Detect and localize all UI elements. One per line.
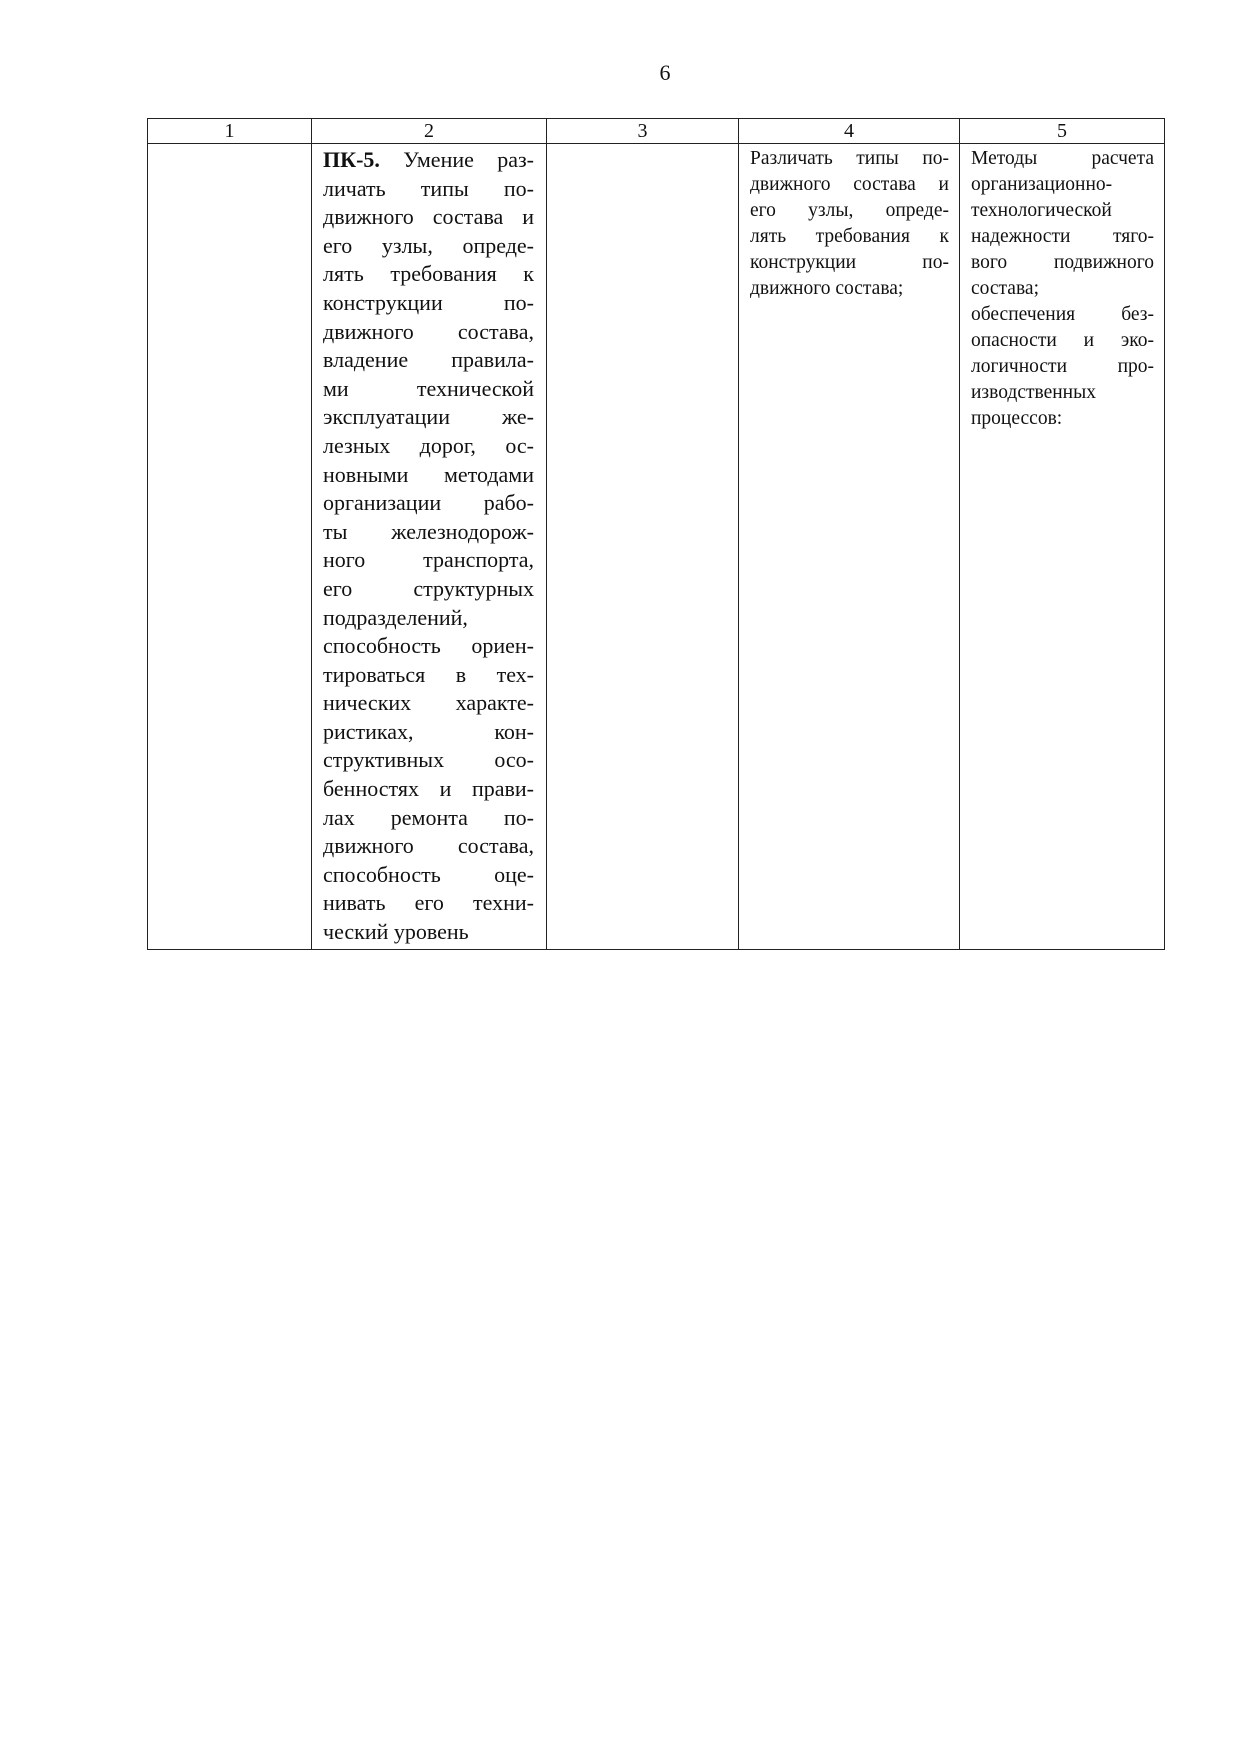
cell-col3 (547, 144, 739, 950)
competency-table (147, 118, 1165, 950)
cell-knowledge-line: вого подвижного (971, 252, 1154, 273)
cell-knowledge-line: обеспечения без- (971, 304, 1154, 325)
cell-col1 (148, 144, 312, 950)
cell-knowledge-line: надежности тяго- (971, 226, 1154, 247)
cell-competency-line: новными методами (323, 461, 534, 487)
cell-competency-line: движного состава, (323, 318, 534, 344)
cell-competency-line: движного состава и (323, 204, 534, 230)
cell-competency-line: владение правила- (323, 347, 534, 373)
cell-knowledge-line: состава; (971, 278, 1039, 299)
cell-competency-line: нических характе- (323, 690, 534, 716)
cell-skills-line: его узлы, опреде- (750, 200, 949, 221)
cell-competency-line: личать типы по- (323, 175, 534, 201)
cell-competency-line: ческий уровень (323, 919, 469, 945)
cell-skills-line: лять требования к (750, 226, 949, 247)
cell-competency (312, 144, 547, 950)
cell-competency-line: лезных дорог, ос- (323, 432, 534, 458)
cell-competency-line: способность оце- (323, 861, 534, 887)
cell-skills (739, 144, 960, 950)
cell-competency-line: тироваться в тех- (323, 661, 534, 687)
cell-knowledge-line: организационно- (971, 174, 1113, 195)
cell-competency-line: его узлы, опреде- (323, 232, 534, 258)
competency-text: Умение раз- (379, 147, 534, 172)
cell-competency-line: ристиках, кон- (323, 718, 534, 744)
cell-knowledge-line: технологической (971, 200, 1112, 221)
header-row (148, 119, 1165, 144)
cell-competency-line: подразделений, (323, 604, 468, 630)
cell-competency-line: его структурных (323, 575, 534, 601)
cell-competency-line: движного состава, (323, 833, 534, 859)
cell-competency-line: нивать его техни- (323, 890, 534, 916)
cell-competency-line: бенностях и прави- (323, 776, 534, 802)
cell-competency-line: лять требования к (323, 261, 534, 287)
cell-knowledge-line: изводственных (971, 382, 1096, 403)
cell-skills-line: движного состава и (750, 174, 949, 195)
cell-skills-line: Различать типы по- (750, 148, 949, 169)
cell-competency-line: эксплуатации же- (323, 404, 534, 430)
table-row (148, 144, 1165, 950)
column-header-3: 3 (547, 119, 739, 144)
cell-competency-line: структивных осо- (323, 747, 534, 773)
cell-competency-line: конструкции по- (323, 289, 534, 315)
cell-competency-line: способность ориен- (323, 633, 534, 659)
cell-competency-line: лах ремонта по- (323, 804, 534, 830)
cell-competency-line: ного транспорта, (323, 547, 534, 573)
column-header-4: 4 (739, 119, 960, 144)
column-header-2: 2 (312, 119, 547, 144)
column-header-5: 5 (960, 119, 1165, 144)
cell-knowledge (960, 144, 1165, 950)
cell-knowledge-line: Методы расчета (971, 148, 1154, 169)
cell-skills-line: конструкции по- (750, 252, 949, 273)
cell-knowledge-line: логичности про- (971, 356, 1154, 377)
cell-knowledge-line: процессов: (971, 408, 1063, 429)
cell-competency-line: ми технической (323, 375, 534, 401)
cell-competency-line (323, 146, 534, 175)
cell-competency-line: ты железнодорож- (323, 518, 534, 544)
column-header-1: 1 (148, 119, 312, 144)
competency-code: ПК-5. (323, 147, 380, 172)
cell-skills-line: движного состава; (750, 278, 904, 299)
page-number: 6 (659, 60, 671, 85)
cell-competency-line: организации рабо- (323, 490, 534, 516)
cell-knowledge-line: опасности и эко- (971, 330, 1154, 351)
